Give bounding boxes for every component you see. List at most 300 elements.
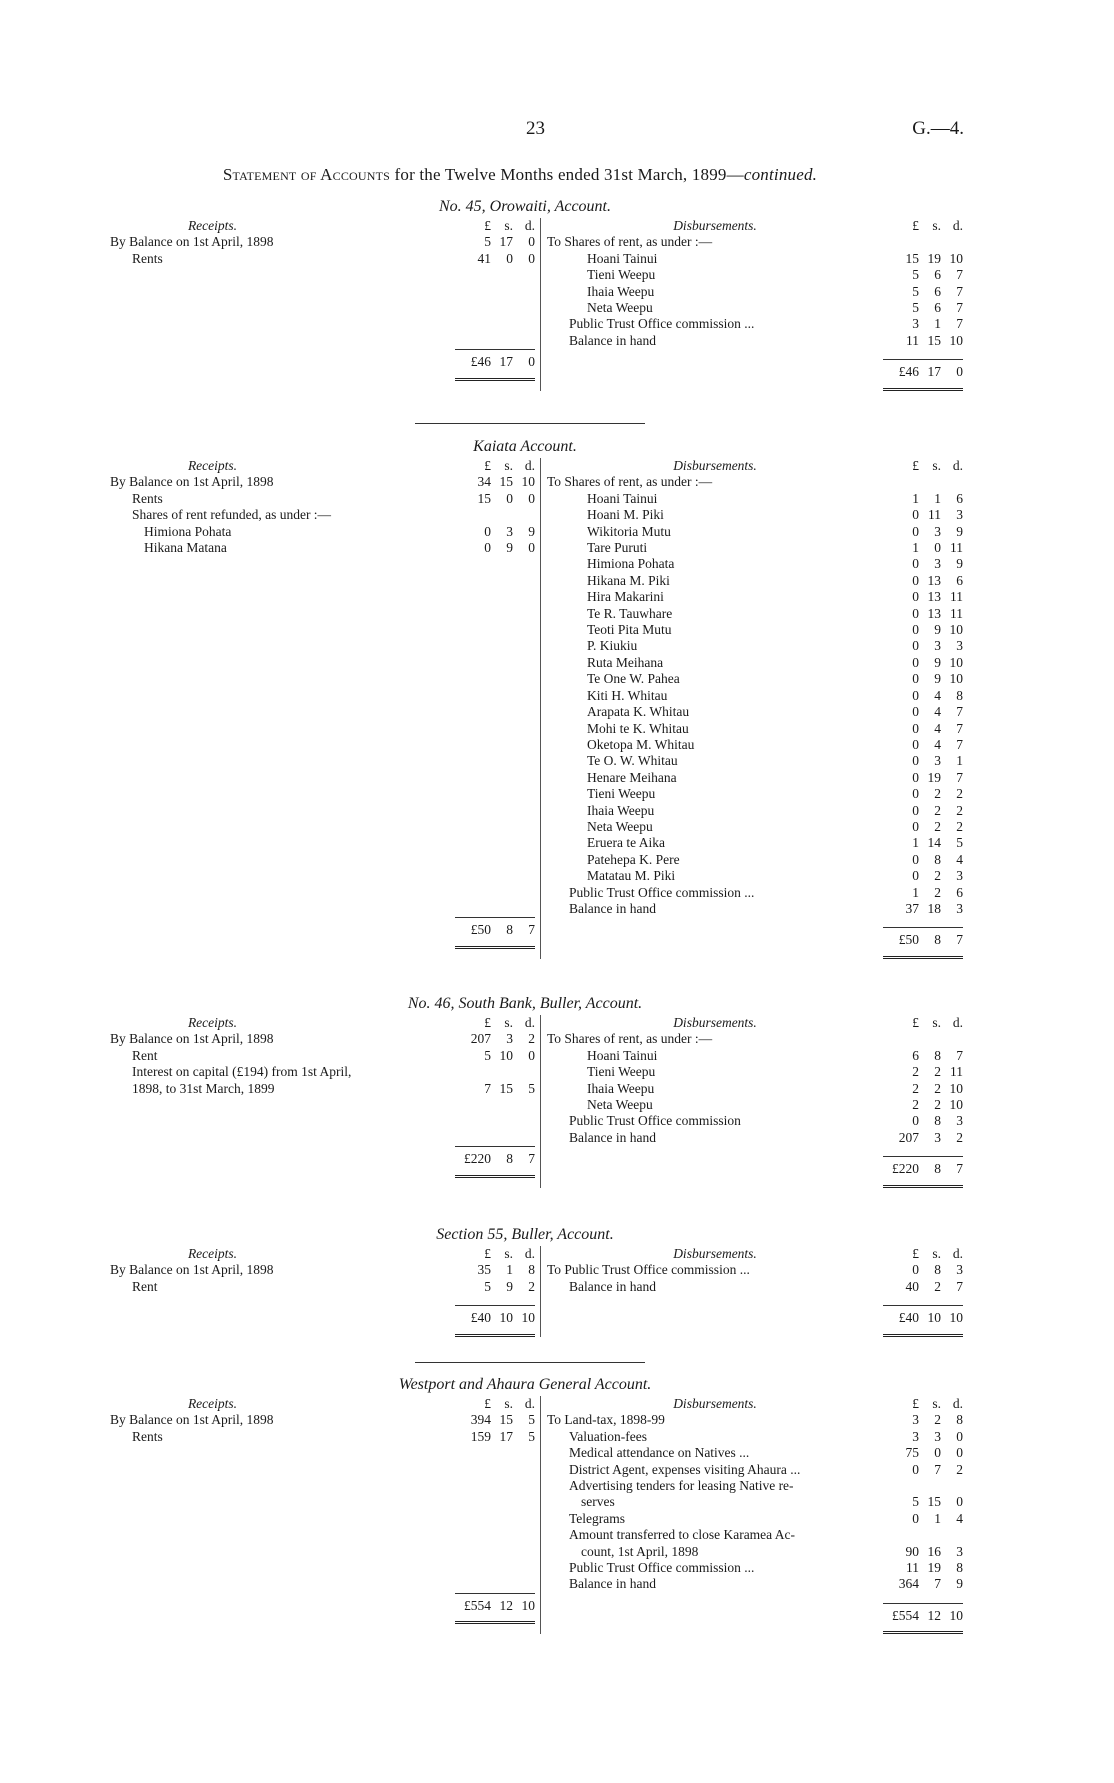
pence-value: 0 — [528, 540, 535, 556]
amount — [883, 753, 963, 769]
entry-label: Tare Puruti — [587, 540, 648, 556]
amount — [883, 770, 963, 786]
pounds-value: 90 — [905, 1543, 919, 1559]
account-kaiata — [110, 438, 970, 959]
account-title: Kaiata Account. — [473, 438, 577, 455]
disbursement-row — [547, 1527, 963, 1543]
amount — [883, 1544, 963, 1560]
amount — [883, 1511, 963, 1527]
entry-label: Shares of rent refunded, as under :— — [132, 507, 332, 523]
shillings-value: 8 — [934, 1113, 941, 1129]
total-row — [883, 1156, 963, 1177]
shillings-header: s. — [504, 1246, 513, 1261]
shillings-value: 10 — [499, 1047, 513, 1063]
entry-label: By Balance on 1st April, 1898 — [110, 1412, 274, 1428]
shillings-value: 6 — [934, 283, 941, 299]
pounds-header: £ — [484, 218, 491, 233]
lsd-header — [883, 1015, 963, 1031]
column-header-row — [110, 1015, 535, 1031]
disbursement-row — [547, 251, 963, 267]
entry-label: Hira Makarini — [587, 589, 664, 605]
amount — [883, 333, 963, 349]
pounds-value: 0 — [912, 802, 919, 818]
lsd-header — [455, 218, 535, 234]
pence-header: d. — [952, 1246, 963, 1261]
pounds-value: 11 — [906, 332, 919, 348]
pence-value: 0 — [528, 1047, 535, 1063]
pence-value: 7 — [956, 1161, 963, 1177]
shillings-value: 2 — [934, 1412, 941, 1428]
column-header-row — [547, 1246, 963, 1262]
pounds-value: 207 — [898, 1129, 919, 1145]
shillings-header: s. — [932, 1246, 941, 1261]
shillings-value: 3 — [934, 638, 941, 654]
amount — [883, 589, 963, 605]
document-reference: G.—4. — [912, 118, 964, 139]
total-block — [547, 927, 963, 958]
pounds-value: £50 — [470, 922, 491, 938]
total-row — [455, 1146, 535, 1167]
disbursement-row — [547, 1494, 963, 1510]
pence-value: 10 — [521, 1310, 535, 1326]
shillings-value: 15 — [499, 1080, 513, 1096]
disbursement-row — [547, 234, 963, 250]
column-header-disbursements: Disbursements. — [673, 1246, 757, 1261]
disbursement-row — [547, 474, 963, 490]
amount — [883, 1048, 963, 1064]
pence-header: d. — [952, 1396, 963, 1411]
pence-header: d. — [524, 1246, 535, 1261]
column-header-row — [547, 1396, 963, 1412]
pence-value: 4 — [956, 851, 963, 867]
shillings-value: 4 — [934, 704, 941, 720]
receipt-row — [110, 251, 535, 267]
pence-header: d. — [952, 1015, 963, 1030]
pence-value: 7 — [956, 1047, 963, 1063]
entry-label: Te R. Tauwhare — [587, 605, 673, 621]
amount — [455, 1310, 535, 1326]
shillings-header: s. — [504, 458, 513, 473]
amount — [883, 1161, 963, 1177]
shillings-value: 11 — [928, 507, 941, 523]
disbursement-row — [547, 491, 963, 507]
amount — [883, 638, 963, 654]
pence-value: 7 — [956, 769, 963, 785]
pounds-value: £50 — [898, 932, 919, 948]
pounds-value: 0 — [912, 671, 919, 687]
pounds-header: £ — [484, 458, 491, 473]
amount — [883, 786, 963, 802]
disbursement-row — [547, 540, 963, 556]
pounds-value: 41 — [477, 250, 491, 266]
receipt-row — [110, 524, 535, 540]
entry-label: Neta Weepu — [587, 818, 653, 834]
shillings-header: s. — [504, 1015, 513, 1030]
pounds-value: 5 — [912, 283, 919, 299]
entry-label: Matatau M. Piki — [587, 868, 676, 884]
disbursement-row — [547, 655, 963, 671]
amount — [883, 704, 963, 720]
column-header-row — [110, 1246, 535, 1262]
disbursement-row — [547, 1081, 963, 1097]
disbursement-row — [547, 316, 963, 332]
lsd-header — [883, 1246, 963, 1262]
double-rule — [883, 384, 963, 391]
pounds-header: £ — [912, 1396, 919, 1411]
entry-label: Tieni Weepu — [587, 1064, 656, 1080]
pence-value: 7 — [956, 283, 963, 299]
entry-label: Wikitoria Mutu — [587, 523, 671, 539]
entry-label: District Agent, expenses visiting Ahaura ... — [569, 1461, 801, 1477]
pounds-value: 394 — [470, 1412, 491, 1428]
entry-label: Henare Meihana — [587, 769, 677, 785]
disbursements-column — [547, 458, 963, 959]
disbursements-column — [547, 1246, 963, 1337]
pounds-value: 0 — [484, 540, 491, 556]
pounds-value: 11 — [906, 1560, 919, 1576]
pounds-value: £46 — [470, 354, 491, 370]
double-rule — [883, 1330, 963, 1337]
amount — [883, 364, 963, 380]
amount — [883, 1445, 963, 1461]
pence-value: 0 — [528, 490, 535, 506]
amount — [455, 474, 535, 490]
pounds-header: £ — [484, 1015, 491, 1030]
amount — [883, 1279, 963, 1295]
shillings-value: 6 — [934, 267, 941, 283]
column-header-row — [110, 458, 535, 474]
entry-label: Tieni Weepu — [587, 786, 656, 802]
pence-value: 3 — [956, 900, 963, 916]
pounds-value: 0 — [912, 1262, 919, 1278]
double-rule — [455, 1617, 535, 1624]
entry-label: Himiona Pohata — [587, 556, 675, 572]
disbursement-row — [547, 524, 963, 540]
shillings-value: 14 — [927, 835, 941, 851]
amount — [883, 300, 963, 316]
column-header-disbursements: Disbursements. — [673, 1015, 757, 1030]
pence-value: 7 — [956, 704, 963, 720]
pence-value: 10 — [949, 622, 963, 638]
pence-value: 10 — [949, 1097, 963, 1113]
lsd-header — [883, 1396, 963, 1412]
disbursement-row — [547, 267, 963, 283]
entry-label: P. Kiukiu — [587, 638, 638, 654]
entry-label: Kiti H. Whitau — [587, 687, 668, 703]
pounds-value: 0 — [912, 851, 919, 867]
pounds-value: 0 — [912, 1113, 919, 1129]
disbursement-row — [547, 901, 963, 917]
pence-value: 11 — [950, 540, 963, 556]
pounds-value: 6 — [912, 1047, 919, 1063]
entry-label: By Balance on 1st April, 1898 — [110, 1031, 274, 1047]
shillings-value: 3 — [506, 1031, 513, 1047]
pounds-value: 0 — [912, 753, 919, 769]
receipt-row — [110, 1081, 535, 1097]
pounds-value: 0 — [912, 769, 919, 785]
disbursement-row — [547, 1130, 963, 1146]
shillings-header: s. — [932, 218, 941, 233]
pence-value: 7 — [528, 1151, 535, 1167]
column-divider — [540, 1396, 541, 1634]
pounds-value: 1 — [912, 884, 919, 900]
disbursement-row — [547, 1113, 963, 1129]
shillings-value: 12 — [499, 1597, 513, 1613]
pounds-value: £554 — [464, 1597, 491, 1613]
statement-title — [0, 165, 1040, 185]
amount — [883, 491, 963, 507]
entry-label: Te O. W. Whitau — [587, 753, 678, 769]
shillings-value: 3 — [934, 556, 941, 572]
pence-value: 4 — [956, 1510, 963, 1526]
pounds-value: 5 — [912, 1494, 919, 1510]
amount — [455, 1151, 535, 1167]
amount — [883, 1097, 963, 1113]
shillings-value: 2 — [934, 868, 941, 884]
disbursement-row — [547, 1445, 963, 1461]
amount — [883, 1113, 963, 1129]
pounds-value: 1 — [912, 835, 919, 851]
disbursement-row — [547, 573, 963, 589]
pounds-value: 0 — [912, 687, 919, 703]
pence-value: 0 — [528, 354, 535, 370]
shillings-value: 7 — [934, 1576, 941, 1592]
shillings-value: 13 — [927, 605, 941, 621]
entry-label: Balance in hand — [569, 1576, 656, 1592]
shillings-value: 2 — [934, 818, 941, 834]
entry-label: Public Trust Office commission — [569, 1113, 741, 1129]
shillings-value: 16 — [927, 1543, 941, 1559]
pounds-value: 0 — [912, 720, 919, 736]
entry-label: Rents — [132, 250, 163, 266]
pounds-value: 0 — [912, 572, 919, 588]
shillings-value: 15 — [499, 1412, 513, 1428]
pounds-value: 0 — [912, 1461, 919, 1477]
amount — [883, 1608, 963, 1624]
shillings-value: 4 — [934, 687, 941, 703]
pence-value: 9 — [956, 523, 963, 539]
column-header-receipts: Receipts. — [187, 218, 238, 233]
amount — [883, 251, 963, 267]
column-divider — [540, 458, 541, 959]
amount — [883, 1130, 963, 1146]
column-divider — [540, 1246, 541, 1337]
pence-value: 8 — [528, 1262, 535, 1278]
account-columns — [110, 458, 970, 959]
amount — [883, 507, 963, 523]
disbursements-column — [547, 1015, 963, 1188]
pounds-value: 0 — [912, 704, 919, 720]
pence-value: 11 — [950, 1064, 963, 1080]
shillings-value: 2 — [934, 802, 941, 818]
entry-label: Teoti Pita Mutu — [587, 622, 672, 638]
disbursements-column — [547, 218, 963, 391]
entry-label: Balance in hand — [569, 900, 656, 916]
pence-value: 0 — [956, 1445, 963, 1461]
disbursement-row — [547, 284, 963, 300]
pence-value: 3 — [956, 868, 963, 884]
account-title: Westport and Ahaura General Account. — [398, 1376, 652, 1393]
pence-value: 2 — [956, 1129, 963, 1145]
entry-label: To Shares of rent, as under :— — [547, 1031, 713, 1047]
amount — [883, 835, 963, 851]
pounds-value: 2 — [912, 1080, 919, 1096]
disbursement-row — [547, 556, 963, 572]
pence-value: 11 — [950, 589, 963, 605]
pounds-value: 0 — [912, 818, 919, 834]
pounds-value: 3 — [912, 1412, 919, 1428]
pence-value: 0 — [956, 364, 963, 380]
pounds-value: 0 — [484, 523, 491, 539]
shillings-header: s. — [932, 1396, 941, 1411]
shillings-value: 2 — [934, 786, 941, 802]
entry-label: Medical attendance on Natives ... — [569, 1445, 750, 1461]
pence-value: 9 — [528, 523, 535, 539]
lsd-header — [455, 1015, 535, 1031]
amount — [883, 606, 963, 622]
entry-label: Hikana Matana — [144, 540, 227, 556]
shillings-value: 2 — [934, 1080, 941, 1096]
shillings-value: 0 — [934, 1445, 941, 1461]
amount — [883, 901, 963, 917]
total-block — [547, 1603, 963, 1634]
shillings-value: 3 — [934, 1428, 941, 1444]
section-divider — [415, 1362, 645, 1363]
pence-value: 2 — [528, 1031, 535, 1047]
shillings-value: 3 — [934, 753, 941, 769]
shillings-value: 13 — [927, 572, 941, 588]
total-block — [110, 1593, 535, 1624]
shillings-value: 0 — [934, 540, 941, 556]
pence-value: 8 — [956, 1412, 963, 1428]
disbursement-row — [547, 835, 963, 851]
amount — [883, 868, 963, 884]
amount — [883, 819, 963, 835]
pounds-value: 2 — [912, 1097, 919, 1113]
amount — [883, 540, 963, 556]
account-westport-ahaura-general — [110, 1376, 970, 1634]
receipt-row — [110, 1064, 535, 1080]
disbursement-row — [547, 1511, 963, 1527]
shillings-value: 0 — [506, 250, 513, 266]
total-block — [547, 1305, 963, 1336]
pounds-value: £46 — [898, 364, 919, 380]
entry-label: Hikana M. Piki — [587, 572, 670, 588]
entry-label: Neta Weepu — [587, 1097, 653, 1113]
amount — [455, 1412, 535, 1428]
pence-value: 10 — [521, 1597, 535, 1613]
disbursement-row — [547, 803, 963, 819]
column-header-disbursements: Disbursements. — [673, 458, 757, 473]
amount — [883, 1310, 963, 1326]
amount — [455, 251, 535, 267]
pence-value: 2 — [956, 818, 963, 834]
pounds-value: 0 — [912, 507, 919, 523]
pounds-value: 5 — [912, 300, 919, 316]
amount — [883, 622, 963, 638]
entry-label: Public Trust Office commission ... — [569, 1560, 755, 1576]
shillings-value: 9 — [506, 1278, 513, 1294]
amount — [455, 1262, 535, 1278]
column-header-receipts: Receipts. — [187, 1015, 238, 1030]
amount — [883, 284, 963, 300]
disbursement-row — [547, 688, 963, 704]
pence-value: 5 — [528, 1412, 535, 1428]
pounds-value: 75 — [905, 1445, 919, 1461]
column-header-disbursements: Disbursements. — [673, 218, 757, 233]
amount — [883, 1262, 963, 1278]
shillings-value: 9 — [934, 671, 941, 687]
pence-value: 0 — [528, 250, 535, 266]
pence-value: 6 — [956, 490, 963, 506]
amount — [883, 1576, 963, 1592]
receipts-column — [110, 1246, 535, 1337]
amount — [883, 1064, 963, 1080]
disbursement-row — [547, 1262, 963, 1278]
shillings-value: 8 — [934, 1161, 941, 1177]
pence-value: 8 — [956, 687, 963, 703]
disbursement-row — [547, 1048, 963, 1064]
pounds-value: £40 — [470, 1310, 491, 1326]
shillings-value: 13 — [927, 589, 941, 605]
lsd-header — [883, 218, 963, 234]
entry-label: Public Trust Office commission ... — [569, 884, 755, 900]
amount — [883, 1462, 963, 1478]
entry-label: Neta Weepu — [587, 300, 653, 316]
pence-value: 10 — [949, 332, 963, 348]
column-header-row — [547, 218, 963, 234]
total-row — [455, 917, 535, 938]
receipts-column — [110, 218, 535, 391]
entry-label: Ihaia Weepu — [587, 802, 655, 818]
double-rule — [883, 952, 963, 959]
pounds-value: 35 — [477, 1262, 491, 1278]
pence-header: d. — [524, 458, 535, 473]
entry-label: Hoani Tainui — [587, 250, 658, 266]
shillings-value: 9 — [934, 622, 941, 638]
disbursement-row — [547, 868, 963, 884]
amount — [883, 721, 963, 737]
account-title: No. 45, Orowaiti, Account. — [439, 198, 611, 215]
amount — [883, 1429, 963, 1445]
entry-label: To Land-tax, 1898-99 — [547, 1412, 665, 1428]
disbursement-row — [547, 770, 963, 786]
shillings-value: 2 — [934, 1097, 941, 1113]
account-columns — [110, 218, 970, 391]
lsd-header — [455, 458, 535, 474]
disbursement-row — [547, 1064, 963, 1080]
pence-value: 7 — [956, 720, 963, 736]
disbursement-row — [547, 622, 963, 638]
entry-label: Oketopa M. Whitau — [587, 736, 695, 752]
disbursement-row — [547, 1576, 963, 1592]
receipt-row — [110, 1429, 535, 1445]
disbursement-row — [547, 1560, 963, 1576]
entry-label: Balance in hand — [569, 332, 656, 348]
entry-label: Public Trust Office commission ... — [569, 316, 755, 332]
amount — [455, 491, 535, 507]
column-header-row — [110, 1396, 535, 1412]
amount — [883, 737, 963, 753]
pounds-value: 1 — [912, 540, 919, 556]
entry-label: Hoani Tainui — [587, 490, 658, 506]
pence-value: 2 — [956, 1461, 963, 1477]
entry-label: Rents — [132, 490, 163, 506]
pence-value: 3 — [956, 1113, 963, 1129]
pounds-value: 5 — [484, 1278, 491, 1294]
disbursement-row — [547, 721, 963, 737]
entry-label: Balance in hand — [569, 1129, 656, 1145]
